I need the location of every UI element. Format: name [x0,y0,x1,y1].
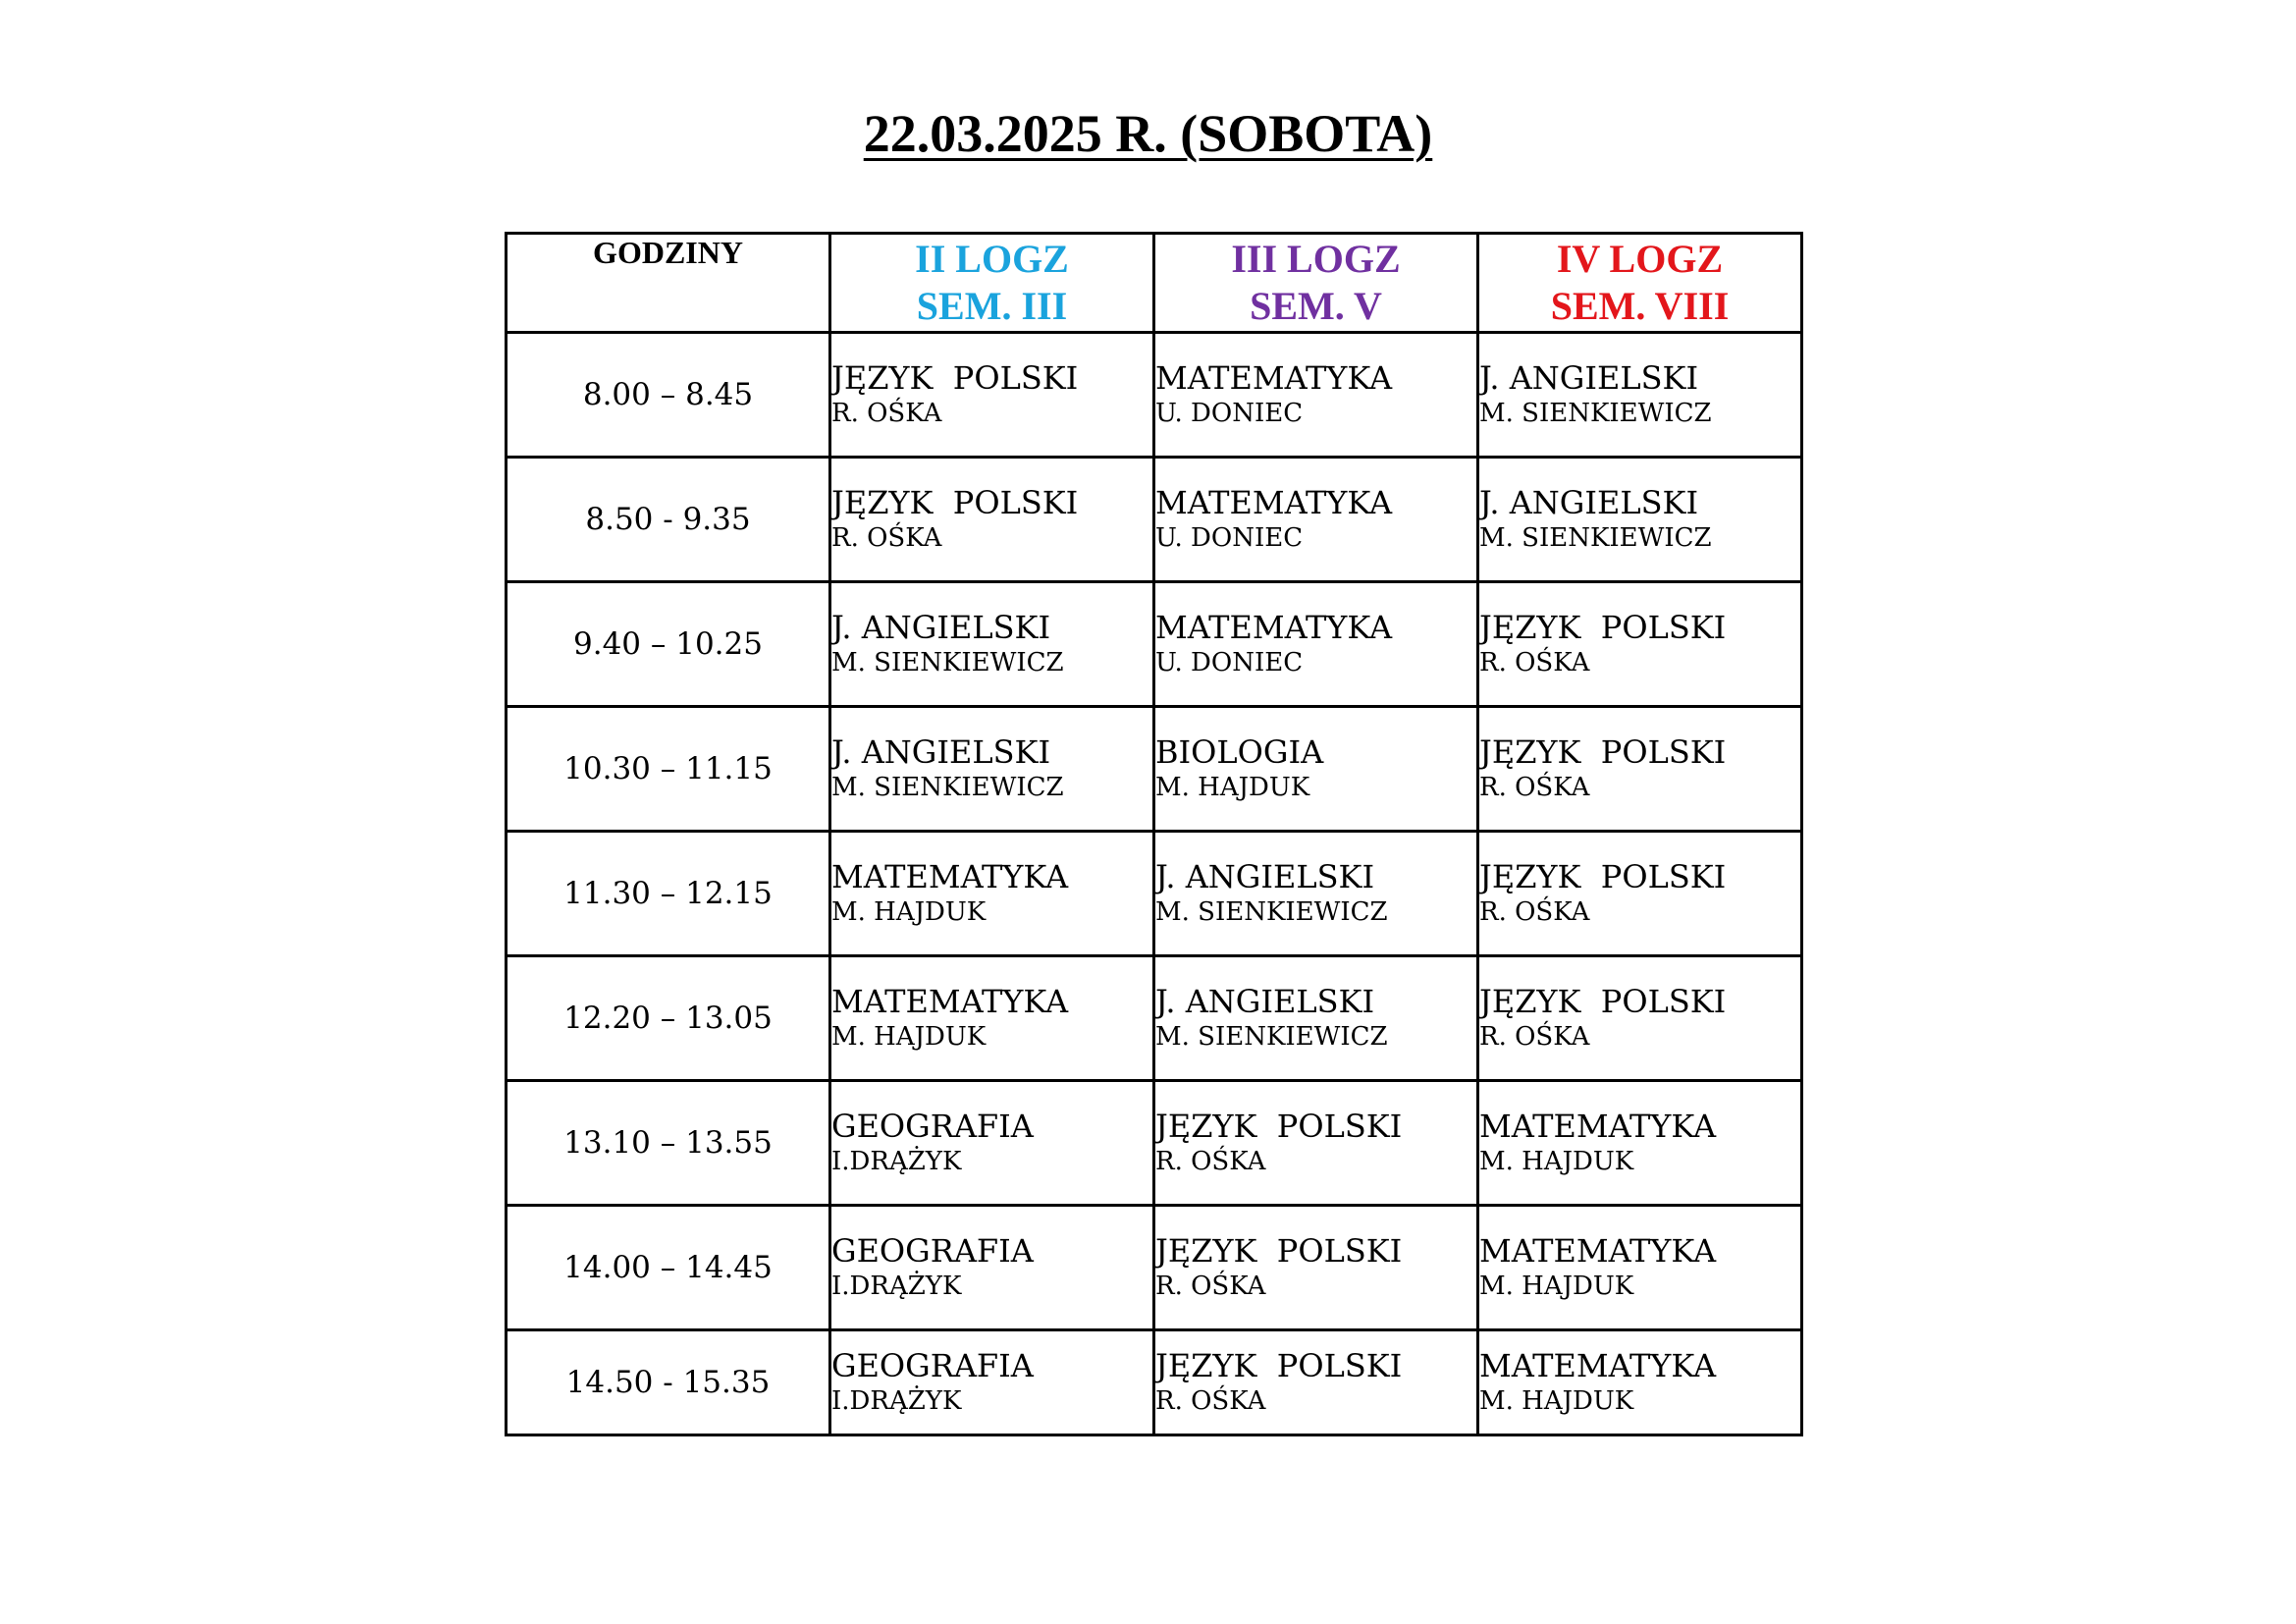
lesson-subject: J. ANGIELSKI [1479,359,1699,397]
lesson-subject: J. ANGIELSKI [831,733,1051,771]
table-row [507,1081,1802,1206]
lesson-subject: JĘZYK POLSKI [1479,983,1727,1020]
lesson-teacher: U. DONIEC [1155,648,1304,677]
lesson-subject: MATEMATYKA [1155,359,1393,397]
lesson-cell [1478,956,1802,1081]
lesson-subject: MATEMATYKA [1479,1232,1717,1270]
lesson-cell [1154,707,1478,832]
lesson-cell [1154,1081,1478,1206]
lesson-teacher: M. SIENKIEWICZ [1479,523,1712,553]
lesson-subject: J. ANGIELSKI [1479,484,1699,521]
group-header-ii-logz [830,234,1154,333]
lesson-cell [830,707,1154,832]
lesson-cell [1478,1330,1802,1435]
lesson-cell [1154,832,1478,956]
lesson-cell [830,1206,1154,1330]
time-slot: 13.10 – 13.55 [507,1081,830,1206]
time-slot: 9.40 – 10.25 [507,582,830,707]
lesson-teacher: M. HAJDUK [831,1022,987,1052]
lesson-teacher: I.DRĄŻYK [831,1272,962,1301]
lesson-cell [1154,458,1478,582]
lesson-teacher: M. SIENKIEWICZ [1155,1022,1388,1052]
page-title: 22.03.2025 R. (SOBOTA) [863,104,1433,163]
lesson-subject: JĘZYK POLSKI [1479,733,1727,771]
lesson-cell [830,333,1154,458]
lesson-teacher: M. HAJDUK [1479,1386,1634,1416]
lesson-subject: MATEMATYKA [1155,484,1393,521]
time-slot: 8.50 - 9.35 [507,458,830,582]
group-semester: SEM. III [916,284,1068,328]
group-header-iii-logz [1154,234,1478,333]
table-row [507,832,1802,956]
hours-column-header: GODZINY [507,234,830,333]
lesson-teacher: M. HAJDUK [1155,773,1310,802]
lesson-teacher: R. OŚKA [1479,1022,1590,1052]
table-row [507,1330,1802,1435]
lesson-teacher: U. DONIEC [1155,399,1304,428]
lesson-teacher: M. SIENKIEWICZ [1155,897,1388,927]
lesson-subject: JĘZYK POLSKI [831,359,1079,397]
lesson-teacher: R. OŚKA [1155,1272,1266,1301]
time-slot: 10.30 – 11.15 [507,707,830,832]
lesson-cell [1154,333,1478,458]
time-slot: 11.30 – 12.15 [507,832,830,956]
lesson-cell [830,832,1154,956]
group-semester: SEM. VIII [1550,284,1730,328]
lesson-subject: J. ANGIELSKI [1155,983,1375,1020]
lesson-cell [1154,956,1478,1081]
lesson-subject: MATEMATYKA [1479,1108,1717,1145]
lesson-cell [1154,582,1478,707]
lesson-cell [1478,1081,1802,1206]
time-slot: 14.00 – 14.45 [507,1206,830,1330]
lesson-teacher: R. OŚKA [1479,897,1590,927]
lesson-cell [830,956,1154,1081]
lesson-teacher: R. OŚKA [1155,1147,1266,1176]
lesson-subject: MATEMATYKA [1155,609,1393,646]
lesson-teacher: R. OŚKA [831,399,942,428]
lesson-subject: J. ANGIELSKI [831,609,1051,646]
lesson-cell [830,458,1154,582]
lesson-teacher: M. HAJDUK [831,897,987,927]
lesson-subject: BIOLOGIA [1155,733,1324,771]
group-semester: SEM. V [1250,284,1382,328]
lesson-subject: JĘZYK POLSKI [1479,609,1727,646]
lesson-subject: JĘZYK POLSKI [1155,1347,1403,1384]
lesson-cell [1478,1206,1802,1330]
lesson-teacher: R. OŚKA [831,523,942,553]
schedule-table [505,232,1803,1436]
table-header-row [507,234,1802,333]
table-row [507,582,1802,707]
table-row [507,1206,1802,1330]
lesson-teacher: I.DRĄŻYK [831,1386,962,1416]
group-header-iv-logz [1478,234,1802,333]
lesson-subject: JĘZYK POLSKI [831,484,1079,521]
lesson-cell [1478,707,1802,832]
lesson-teacher: M. HAJDUK [1479,1272,1634,1301]
lesson-teacher: M. SIENKIEWICZ [831,773,1064,802]
lesson-cell [830,1330,1154,1435]
table-row [507,333,1802,458]
lesson-cell [1478,458,1802,582]
lesson-subject: GEOGRAFIA [831,1108,1034,1145]
time-slot: 14.50 - 15.35 [507,1330,830,1435]
lesson-subject: MATEMATYKA [831,858,1069,895]
lesson-teacher: R. OŚKA [1155,1386,1266,1416]
group-name: IV LOGZ [1556,237,1724,281]
lesson-subject: J. ANGIELSKI [1155,858,1375,895]
lesson-cell [1478,582,1802,707]
lesson-subject: GEOGRAFIA [831,1232,1034,1270]
time-slot: 12.20 – 13.05 [507,956,830,1081]
lesson-cell [1154,1206,1478,1330]
lesson-teacher: R. OŚKA [1479,648,1590,677]
lesson-teacher: U. DONIEC [1155,523,1304,553]
lesson-teacher: I.DRĄŻYK [831,1147,962,1176]
lesson-cell [830,582,1154,707]
lesson-subject: MATEMATYKA [1479,1347,1717,1384]
time-slot: 8.00 – 8.45 [507,333,830,458]
lesson-subject: GEOGRAFIA [831,1347,1034,1384]
lesson-subject: JĘZYK POLSKI [1479,858,1727,895]
lesson-teacher: M. HAJDUK [1479,1147,1634,1176]
lesson-cell [1478,832,1802,956]
table-row [507,458,1802,582]
lesson-cell [1154,1330,1478,1435]
group-name: II LOGZ [915,237,1069,281]
lesson-subject: JĘZYK POLSKI [1155,1232,1403,1270]
lesson-subject: JĘZYK POLSKI [1155,1108,1403,1145]
lesson-teacher: M. SIENKIEWICZ [831,648,1064,677]
group-name: III LOGZ [1231,237,1401,281]
lesson-subject: MATEMATYKA [831,983,1069,1020]
table-row [507,956,1802,1081]
lesson-cell [830,1081,1154,1206]
table-row [507,707,1802,832]
lesson-cell [1478,333,1802,458]
lesson-teacher: M. SIENKIEWICZ [1479,399,1712,428]
lesson-teacher: R. OŚKA [1479,773,1590,802]
